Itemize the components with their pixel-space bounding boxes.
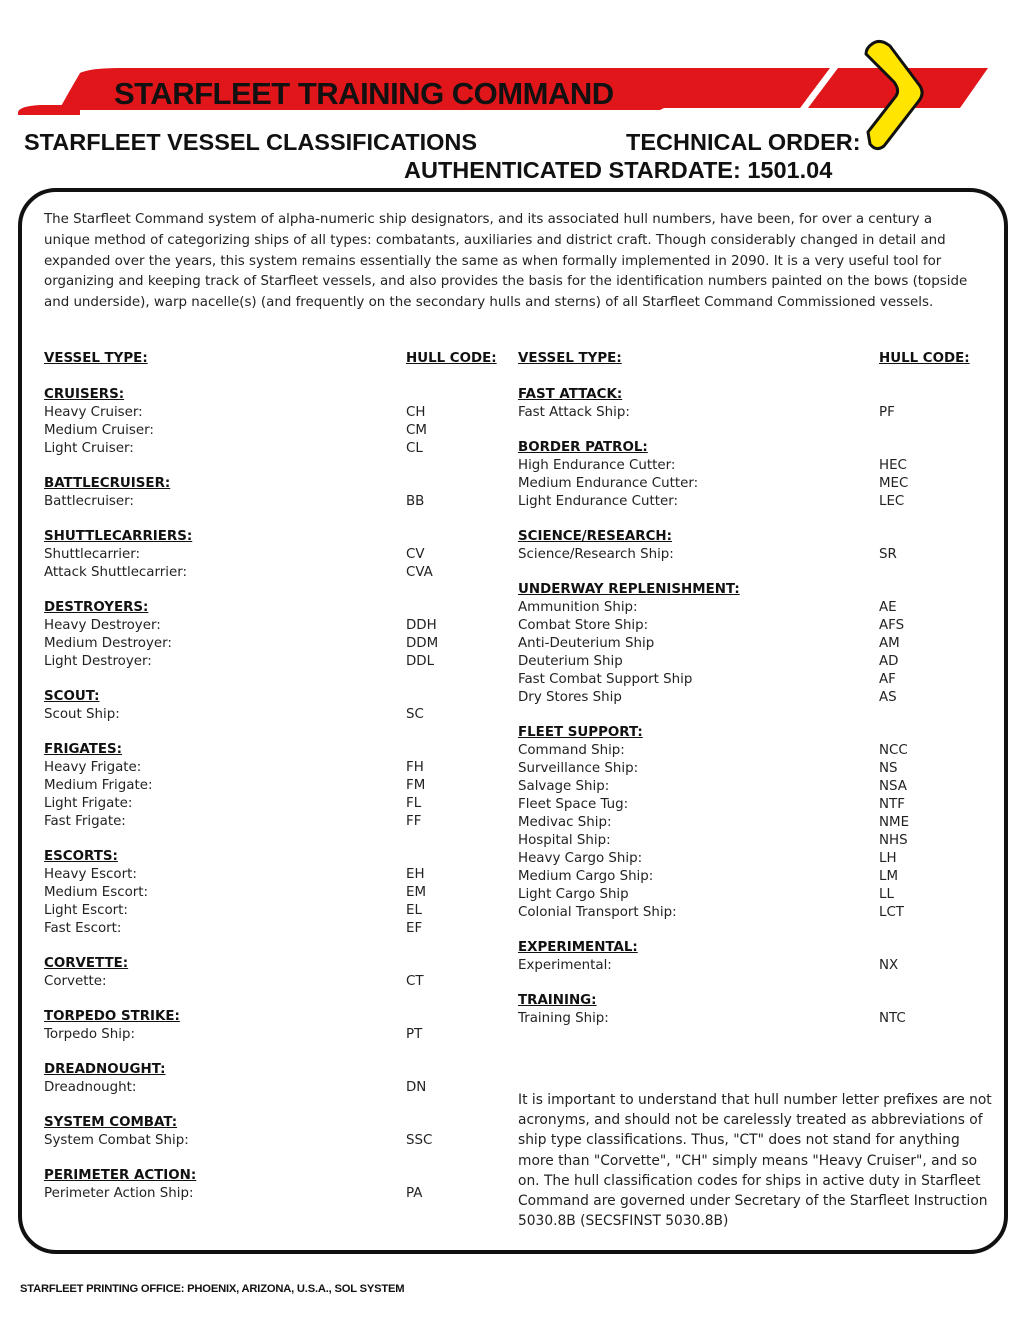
vessel-type: Light Cargo Ship [518, 887, 629, 902]
group-title: BATTLECRUISER: [44, 476, 171, 491]
vessel-type: Medium Frigate: [44, 778, 153, 793]
vessel-type: Perimeter Action Ship: [44, 1186, 194, 1201]
vessel-type: Surveillance Ship: [518, 761, 639, 776]
vessel-row [44, 866, 504, 884]
classification-group [44, 386, 504, 458]
vessel-type: Medium Endurance Cutter: [518, 476, 699, 491]
hull-code: HEC [879, 458, 907, 473]
vessel-row [518, 760, 988, 778]
vessel-row [518, 617, 988, 635]
group-title: CRUISERS: [44, 387, 125, 402]
vessel-type: Command Ship: [518, 743, 625, 758]
vessel-row [44, 617, 504, 635]
left-classification-column [44, 386, 504, 1220]
vessel-type: Medium Destroyer: [44, 636, 172, 651]
vessel-row [518, 457, 988, 475]
vessel-type: Experimental: [518, 958, 612, 973]
vessel-row [44, 1079, 504, 1097]
vessel-type: Light Escort: [44, 903, 128, 918]
vessel-row [518, 546, 988, 564]
group-title: FAST ATTACK: [518, 387, 623, 402]
vessel-type: Shuttlecarrier: [44, 547, 141, 562]
red-banner-tail [18, 105, 80, 115]
vessel-row [44, 813, 504, 831]
vessel-type: Combat Store Ship: [518, 618, 649, 633]
vessel-row [518, 475, 988, 493]
hull-code: CH [406, 405, 426, 420]
vessel-type: Torpedo Ship: [44, 1027, 136, 1042]
vessel-type: Medium Cargo Ship: [518, 869, 654, 884]
authenticated-stardate: AUTHENTICATED STARDATE: 1501.04 [404, 157, 833, 183]
vessel-row [518, 957, 988, 975]
vessel-type: Heavy Frigate: [44, 760, 142, 775]
vessel-type: Heavy Destroyer: [44, 618, 161, 633]
vessel-row [44, 706, 504, 724]
vessel-row [518, 635, 988, 653]
classification-group [518, 581, 988, 707]
group-title: FRIGATES: [44, 742, 123, 757]
hull-code: NHS [879, 833, 908, 848]
vessel-row [44, 884, 504, 902]
vessel-type: Colonial Transport Ship: [518, 905, 677, 920]
hull-code: EM [406, 885, 427, 900]
hull-code: NS [879, 761, 898, 776]
hull-code: NTF [879, 797, 905, 812]
hull-code: EL [406, 903, 422, 918]
hull-code: DDM [406, 636, 439, 651]
classification-group [518, 386, 988, 422]
vessel-row [44, 404, 504, 422]
vessel-type: Light Cruiser: [44, 441, 134, 456]
classification-group [518, 724, 988, 922]
hull-code: AD [879, 654, 899, 669]
hull-code: NME [879, 815, 910, 830]
vessel-type: Attack Shuttlecarrier: [44, 565, 188, 580]
vessel-type: Dreadnought: [44, 1080, 137, 1095]
vessel-type: Fast Frigate: [44, 814, 126, 829]
classification-group [44, 1008, 504, 1044]
classification-group [44, 688, 504, 724]
hull-code: SC [406, 707, 424, 722]
hull-code: CVA [406, 565, 433, 580]
vessel-row [518, 404, 988, 422]
vessel-type: Heavy Escort: [44, 867, 137, 882]
hull-code: AS [879, 690, 897, 705]
vessel-type: Training Ship: [518, 1011, 609, 1026]
hull-code: LCT [879, 905, 904, 920]
right-hull-code-header: HULL CODE: [879, 351, 970, 366]
hull-code: DN [406, 1080, 427, 1095]
hull-code: AM [879, 636, 900, 651]
group-title: TRAINING: [518, 993, 597, 1008]
hull-code: DDH [406, 618, 437, 633]
vessel-type: Fast Escort: [44, 921, 122, 936]
vessel-type: Fast Combat Support Ship [518, 672, 693, 687]
vessel-row [518, 778, 988, 796]
classification-group [44, 955, 504, 991]
technical-order-label: TECHNICAL ORDER: [626, 129, 861, 155]
vessel-type: Battlecruiser: [44, 494, 134, 509]
vessel-row [518, 653, 988, 671]
hull-code: CV [406, 547, 425, 562]
vessel-type: Light Destroyer: [44, 654, 152, 669]
classification-group [44, 848, 504, 938]
hull-code: FH [406, 760, 424, 775]
vessel-row [518, 868, 988, 886]
hull-code: PT [406, 1027, 423, 1042]
hull-code: SSC [406, 1133, 433, 1148]
hull-code: CL [406, 441, 423, 456]
hull-code: BB [406, 494, 425, 509]
vessel-row [518, 796, 988, 814]
hull-code: LEC [879, 494, 905, 509]
hull-code: PA [406, 1186, 423, 1201]
hull-code: AFS [879, 618, 905, 633]
document-subtitle: STARFLEET VESSEL CLASSIFICATIONS [24, 129, 478, 155]
vessel-type: Light Endurance Cutter: [518, 494, 679, 509]
vessel-row [44, 1132, 504, 1150]
classification-group [44, 1167, 504, 1203]
vessel-row [44, 653, 504, 671]
vessel-type: System Combat Ship: [44, 1133, 189, 1148]
vessel-row [44, 920, 504, 938]
group-title: SYSTEM COMBAT: [44, 1115, 178, 1130]
hull-code: NTC [879, 1011, 906, 1026]
vessel-row [44, 440, 504, 458]
vessel-row [44, 1026, 504, 1044]
hull-code: PF [879, 405, 895, 420]
hull-code: CM [406, 423, 427, 438]
vessel-row [44, 635, 504, 653]
group-title: CORVETTE: [44, 956, 129, 971]
vessel-row [44, 422, 504, 440]
vessel-row [44, 1185, 504, 1203]
vessel-type: Dry Stores Ship [518, 690, 622, 705]
page-title: STARFLEET TRAINING COMMAND [114, 76, 614, 111]
vessel-type: Heavy Cruiser: [44, 405, 143, 420]
vessel-row [518, 493, 988, 511]
vessel-type: Fleet Space Tug: [518, 797, 629, 812]
group-title: DREADNOUGHT: [44, 1062, 166, 1077]
classification-group [518, 939, 988, 975]
vessel-row [518, 850, 988, 868]
vessel-row [518, 689, 988, 707]
classification-group [518, 528, 988, 564]
vessel-row [44, 902, 504, 920]
vessel-row [518, 742, 988, 760]
vessel-row [44, 493, 504, 511]
vessel-type: High Endurance Cutter: [518, 458, 676, 473]
hull-code: FM [406, 778, 426, 793]
group-title: SHUTTLECARRIERS: [44, 529, 193, 544]
hull-code: AE [879, 600, 897, 615]
hull-code: CT [406, 974, 424, 989]
hull-code: AF [879, 672, 896, 687]
classification-group [518, 992, 988, 1028]
classification-group [44, 1114, 504, 1150]
group-title: EXPERIMENTAL: [518, 940, 638, 955]
group-title: SCIENCE/RESEARCH: [518, 529, 672, 544]
vessel-type: Deuterium Ship [518, 654, 623, 669]
vessel-row [518, 599, 988, 617]
vessel-row [44, 759, 504, 777]
group-title: DESTROYERS: [44, 600, 149, 615]
hull-code: SR [879, 547, 897, 562]
group-title: BORDER PATROL: [518, 440, 648, 455]
vessel-row [44, 795, 504, 813]
classification-group [44, 475, 504, 511]
classification-group [518, 439, 988, 511]
vessel-row [44, 973, 504, 991]
left-hull-code-header: HULL CODE: [406, 351, 497, 366]
classification-group [44, 528, 504, 582]
group-title: TORPEDO STRIKE: [44, 1009, 180, 1024]
group-title: FLEET SUPPORT: [518, 725, 643, 740]
vessel-type: Light Frigate: [44, 796, 133, 811]
right-vessel-type-header: VESSEL TYPE: [518, 351, 622, 366]
vessel-row [518, 886, 988, 904]
classification-group [44, 741, 504, 831]
hull-code: NCC [879, 743, 908, 758]
classification-group [44, 599, 504, 671]
vessel-row [44, 546, 504, 564]
vessel-type: Ammunition Ship: [518, 600, 638, 615]
vessel-type: Science/Research Ship: [518, 547, 674, 562]
hull-code: DDL [406, 654, 435, 669]
vessel-row [518, 814, 988, 832]
hull-code: LL [879, 887, 894, 902]
vessel-type: Salvage Ship: [518, 779, 610, 794]
vessel-row [44, 777, 504, 795]
vessel-row [518, 671, 988, 689]
vessel-type: Medium Cruiser: [44, 423, 154, 438]
group-title: ESCORTS: [44, 849, 118, 864]
hull-code: NX [879, 958, 899, 973]
vessel-row [518, 904, 988, 922]
hull-code: LM [879, 869, 899, 884]
vessel-type: Medium Escort: [44, 885, 149, 900]
right-classification-column [518, 386, 988, 1045]
hull-code: NSA [879, 779, 907, 794]
vessel-type: Anti-Deuterium Ship [518, 636, 655, 651]
vessel-type: Medivac Ship: [518, 815, 612, 830]
vessel-type: Fast Attack Ship: [518, 405, 630, 420]
vessel-type: Corvette: [44, 974, 107, 989]
hull-code: EH [406, 867, 425, 882]
left-vessel-type-header: VESSEL TYPE: [44, 351, 148, 366]
vessel-row [518, 832, 988, 850]
hull-code: EF [406, 921, 423, 936]
vessel-type: Hospital Ship: [518, 833, 611, 848]
hull-code: FF [406, 814, 422, 829]
printing-office-footer: STARFLEET PRINTING OFFICE: PHOENIX, ARIZONA, U.S.A., SOL SYSTEM [20, 1283, 405, 1295]
group-title: UNDERWAY REPLENISHMENT: [518, 582, 740, 597]
vessel-type: Heavy Cargo Ship: [518, 851, 643, 866]
group-title: SCOUT: [44, 689, 100, 704]
vessel-type: Scout Ship: [44, 707, 120, 722]
hull-code: LH [879, 851, 897, 866]
hull-code: MEC [879, 476, 909, 491]
hull-code-note: It is important to understand that hull number letter prefixes are not acronyms, and should not be carelessly treated as abbreviations of ship type classifications. Thus, "CT" does not stand for anything more than "Corvette", "CH" simply means "Heavy Cruiser", and so on. The hull classification codes for ships in active duty in Starfleet Command are governed under Secretary of the Starfleet Instruction 5030.8B (SECSFINST 5030.8B) [518, 1092, 992, 1230]
group-title: PERIMETER ACTION: [44, 1168, 197, 1183]
hull-code: FL [406, 796, 422, 811]
vessel-row [44, 564, 504, 582]
intro-paragraph: The Starfleet Command system of alpha-numeric ship designators, and its associated hull numbers, have been, for over a century a unique method of categorizing ships of all types: combatants, auxiliaries and district craft. Though considerably changed in detail and expanded over the years, this system remains essentially the same as when formally implemented in 2090. It is a very useful tool for organizing and keeping track of Starfleet vessels, and also provides the basis for the identification numbers painted on the bows (topside and underside), warp nacelle(s) (and frequently on the secondary hulls and sterns) of all Starfleet Command Commissioned vessels. [44, 212, 968, 311]
classification-group [44, 1061, 504, 1097]
vessel-row [518, 1010, 988, 1028]
